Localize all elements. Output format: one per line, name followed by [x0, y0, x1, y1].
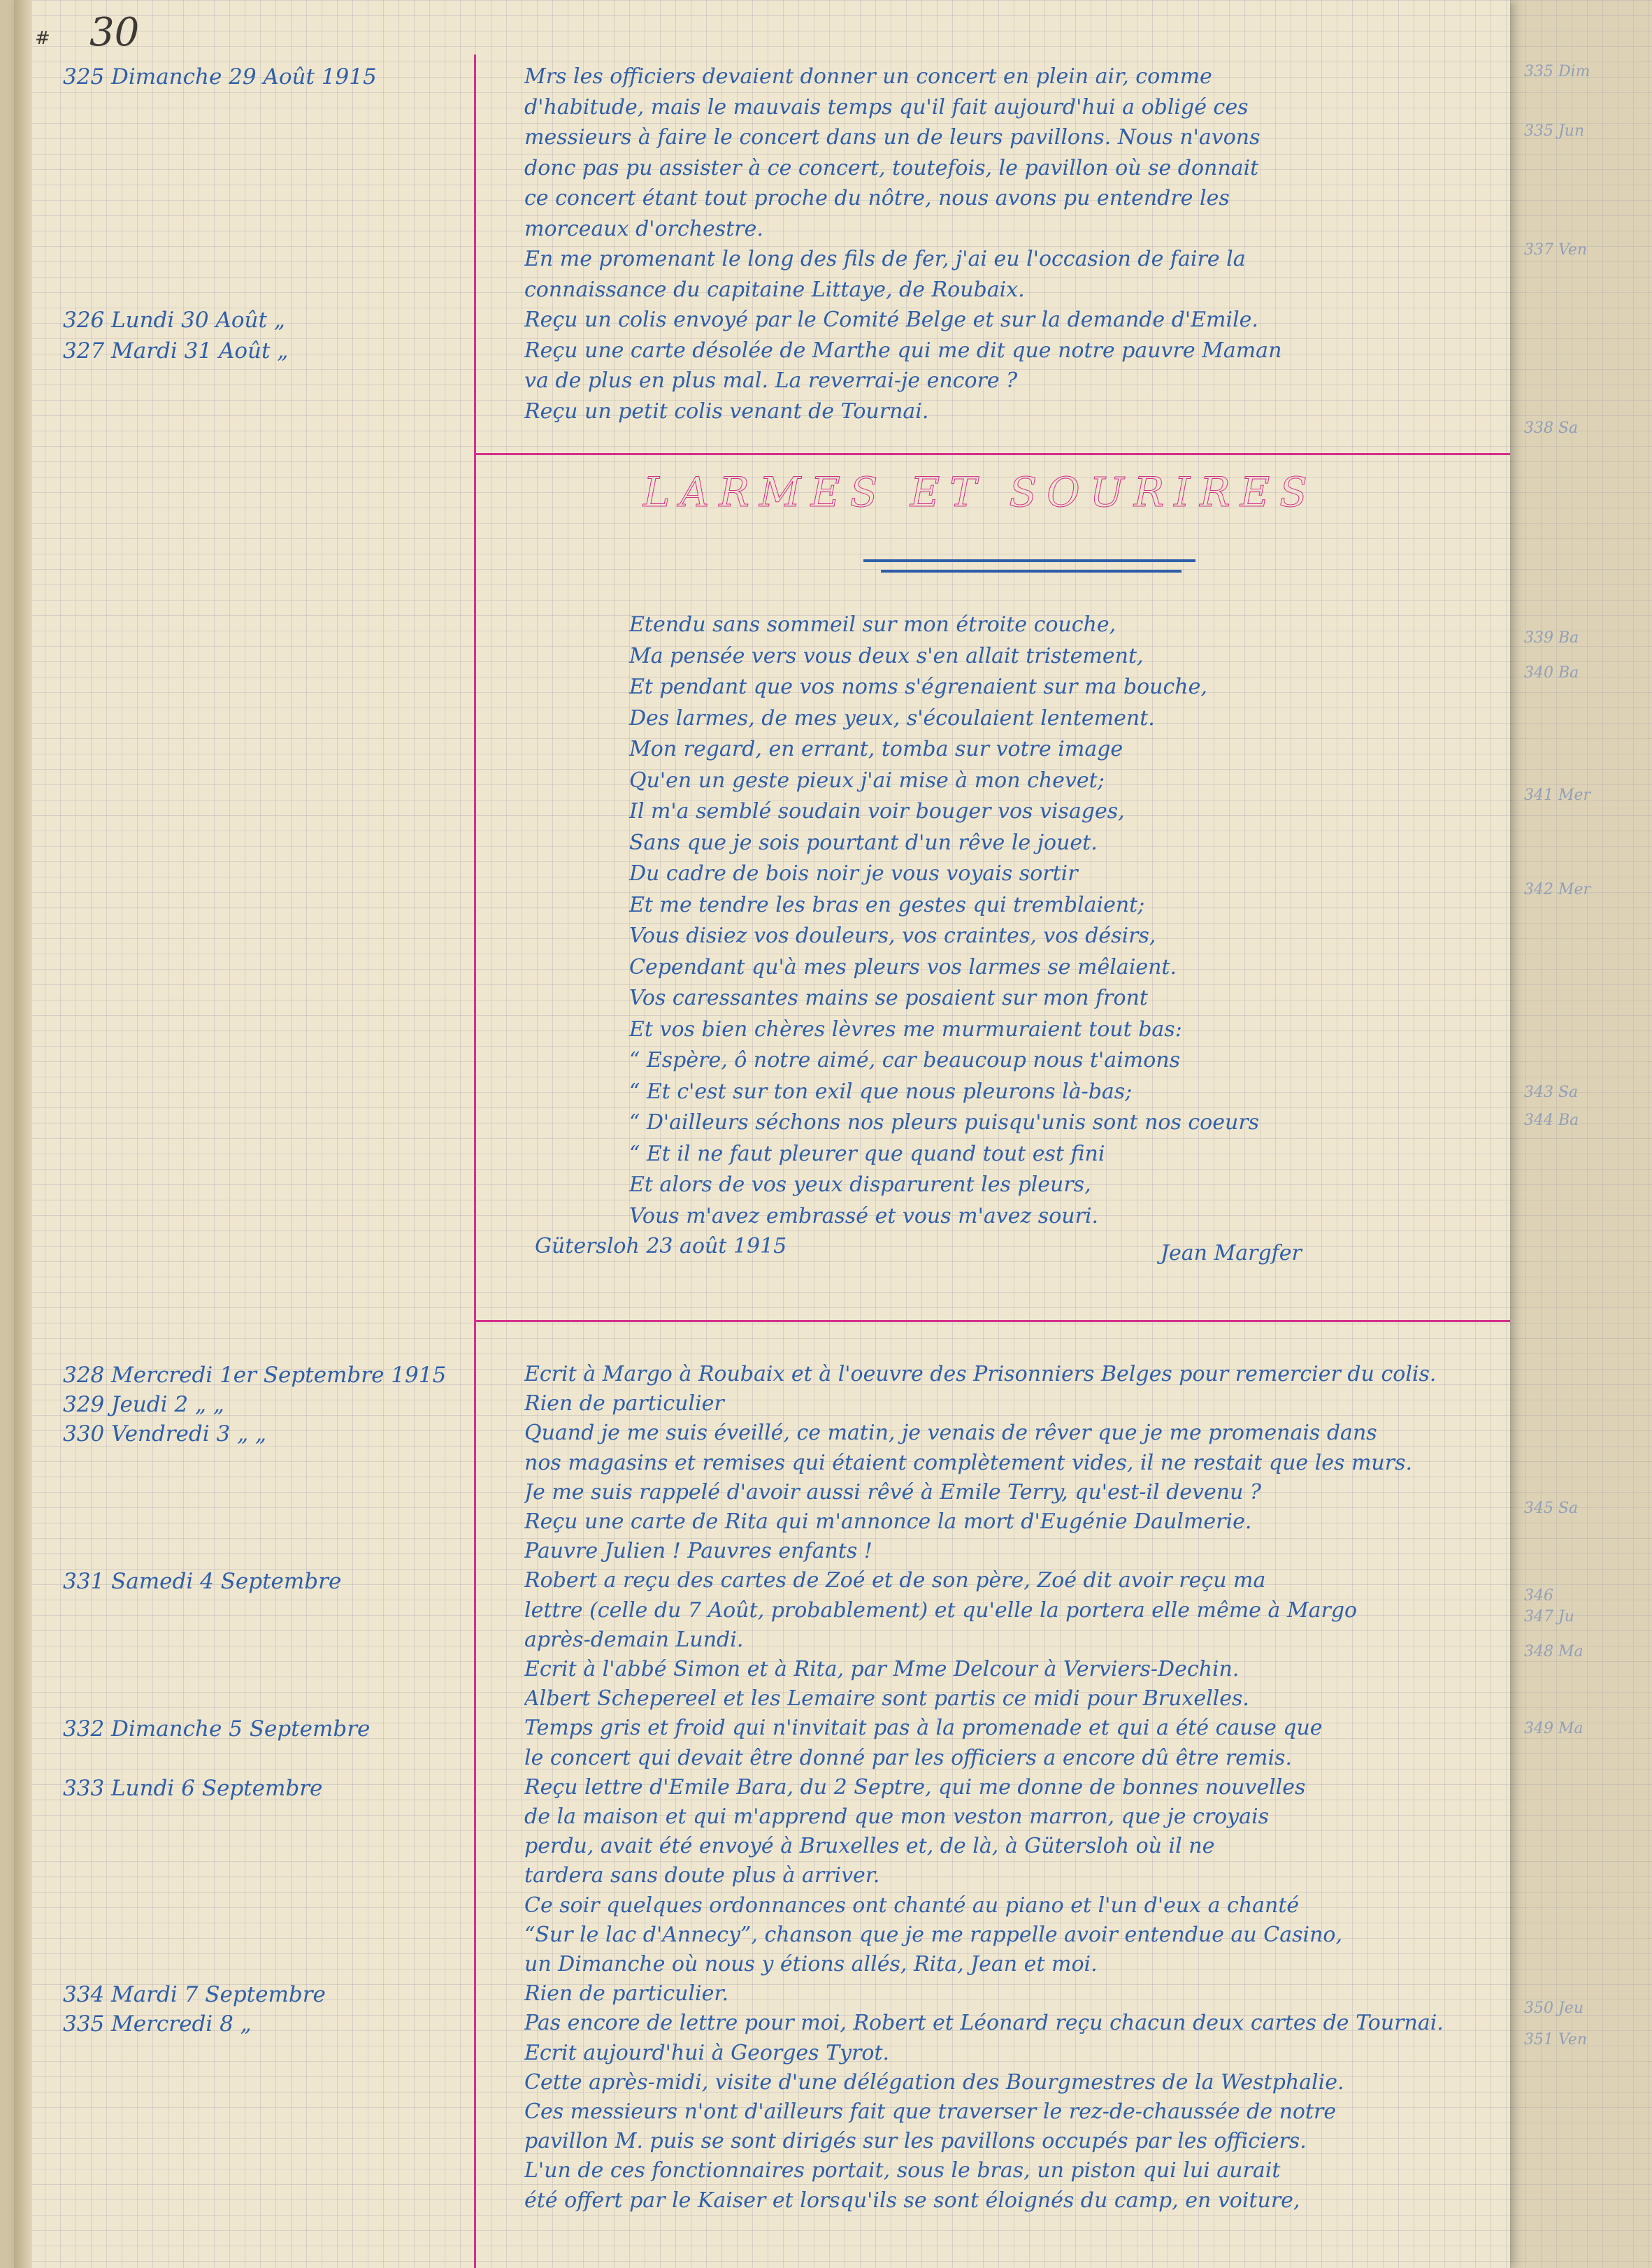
- page-number: 30: [89, 10, 140, 55]
- poem-body: [629, 610, 1433, 1232]
- entry-line: Pauvre Julien ! Pauvres enfants !: [524, 1539, 872, 1564]
- entry-line: Ces messieurs n'ont d'ailleurs fait que traverser le rez-de-chaussée de notre: [524, 2100, 1337, 2125]
- poem-line: Cependant qu'à mes pleurs vos larmes se mêlaient.: [629, 954, 1177, 979]
- next-page-mark: 342 Mer: [1524, 881, 1591, 898]
- section-divider-top: [474, 453, 1510, 455]
- entry-line: messieurs à faire le concert dans un de leurs pavillons. Nous n'avons: [524, 125, 1260, 150]
- poem-line: “ D'ailleurs séchons nos pleurs puisqu'unis sont nos coeurs: [629, 1110, 1260, 1135]
- title-underline-1: [863, 559, 1195, 562]
- entry-line: Reçu un colis envoyé par le Comité Belge et sur la demande d'Emile.: [524, 308, 1258, 332]
- poem-line: “ Et c'est sur ton exil que nous pleurons là-bas;: [629, 1079, 1133, 1104]
- top-section-text: [524, 62, 1517, 426]
- entry-line: Ce soir quelques ordonnances ont chanté au piano et l'un d'eux a chanté: [524, 1893, 1300, 1918]
- next-page-mark: 343 Sa: [1524, 1084, 1579, 1101]
- poem-title: LARMES ET SOURIRES: [643, 468, 1317, 516]
- entry-date: 333 Lundi 6 Septembre: [63, 1775, 323, 1801]
- entry-date: 331 Samedi 4 Septembre: [63, 1569, 342, 1595]
- next-page-mark: 346: [1524, 1587, 1553, 1605]
- entry-line: va de plus en plus mal. La reverrai-je encore ?: [524, 368, 1018, 393]
- poem-line: Sans que je sois pourtant d'un rêve le jouet.: [629, 830, 1098, 855]
- entry-line: Pas encore de lettre pour moi, Robert et Léonard reçu chacun deux cartes de Tournai.: [524, 2011, 1444, 2036]
- next-page-mark: 345 Sa: [1524, 1500, 1579, 1517]
- next-page-mark: 351 Ven: [1524, 2031, 1588, 2048]
- entry-line: En me promenant le long des fils de fer, j'ai eu l'occasion de faire la: [524, 247, 1246, 271]
- left-margin-rule: [474, 55, 476, 2268]
- entry-line: le concert qui devait être donné par les officiers a encore dû être remis.: [524, 1745, 1292, 1770]
- entry-line: Ecrit à l'abbé Simon et à Rita, par Mme Delcour à Verviers-Dechin.: [524, 1657, 1240, 1682]
- entry-line: connaissance du capitaine Littaye, de Roubaix.: [524, 277, 1025, 302]
- poem-line: Des larmes, de mes yeux, s'écoulaient lentement.: [629, 705, 1155, 731]
- next-page-mark: 349 Ma: [1524, 1720, 1583, 1737]
- bottom-section-text: [524, 1360, 1517, 2216]
- entry-line: “Sur le lac d'Annecy”, chanson que je me rappelle avoir entendue au Casino,: [524, 1922, 1342, 1947]
- next-page-mark: 339 Ba: [1524, 629, 1579, 647]
- poem-line: Mon regard, en errant, tomba sur votre image: [629, 737, 1123, 761]
- entry-line: Mrs les officiers devaient donner un concert en plein air, comme: [524, 64, 1212, 89]
- next-page-mark: 337 Ven: [1524, 241, 1588, 259]
- next-page-mark: 350 Jeu: [1524, 2000, 1583, 2017]
- entry-line: L'un de ces fonctionnaires portait, sous le bras, un piston qui lui aurait: [524, 2158, 1281, 2183]
- entry-line: Cette après-midi, visite d'une délégation des Bourgmestres de la Westphalie.: [524, 2069, 1344, 2095]
- poem-line: Qu'en un geste pieux j'ai mise à mon chevet;: [629, 768, 1105, 793]
- entry-date: 332 Dimanche 5 Septembre: [63, 1716, 371, 1742]
- entry-line: Je me suis rappelé d'avoir aussi rêvé à Emile Terry, qu'est-il devenu ?: [524, 1479, 1262, 1505]
- next-page-mark: 335 Dim: [1524, 63, 1590, 80]
- title-underline-2: [881, 570, 1181, 573]
- entry-date: 330 Vendredi 3 „ „: [63, 1421, 267, 1447]
- next-page-mark: 348 Ma: [1524, 1643, 1583, 1660]
- poem-line: Il m'a semblé soudain voir bouger vos visages,: [629, 799, 1125, 824]
- entry-date: 328 Mercredi 1er Septembre 1915: [63, 1363, 447, 1388]
- entry-line: ce concert étant tout proche du nôtre, nous avons pu entendre les: [524, 186, 1230, 210]
- next-page-mark: 338 Sa: [1524, 419, 1579, 437]
- poem-line: Et pendant que vos noms s'égrenaient sur ma bouche,: [629, 675, 1207, 699]
- entry-date: 335 Mercredi 8 „: [63, 2011, 252, 2037]
- entry-line: été offert par le Kaiser et lorsqu'ils se sont éloignés du camp, en voiture,: [524, 2188, 1300, 2213]
- entry-line: un Dimanche où nous y étions allés, Rita, Jean et moi.: [524, 1952, 1098, 1977]
- entry-line: tardera sans doute plus à arriver.: [524, 1863, 880, 1888]
- entry-date: 329 Jeudi 2 „ „: [63, 1392, 224, 1418]
- entry-line: Ecrit à Margo à Roubaix et à l'oeuvre des Prisonniers Belges pour remercier du colis.: [524, 1362, 1437, 1386]
- book-spine: [14, 0, 32, 2268]
- entry-line: Temps gris et froid qui n'invitait pas à la promenade et qui a été cause que: [524, 1716, 1323, 1741]
- poem-line: Et me tendre les bras en gestes qui tremblaient;: [629, 892, 1145, 917]
- entry-date: 327 Mardi 31 Août „: [63, 338, 289, 364]
- next-page-mark: 347 Ju: [1524, 1608, 1574, 1625]
- poem-line: Ma pensée vers vous deux s'en allait tristement,: [629, 643, 1144, 668]
- poem-line: Etendu sans sommeil sur mon étroite couche,: [629, 612, 1116, 637]
- entry-line: Rien de particulier: [524, 1391, 724, 1416]
- entry-line: Robert a reçu des cartes de Zoé et de son père, Zoé dit avoir reçu ma: [524, 1568, 1266, 1593]
- entry-line: Reçu une carte désolée de Marthe qui me dit que notre pauvre Maman: [524, 338, 1282, 363]
- poem-line: “ Espère, ô notre aimé, car beaucoup nous t'aimons: [629, 1048, 1181, 1072]
- entry-line: pavillon M. puis se sont dirigés sur les pavillons occupés par les officiers.: [524, 2129, 1307, 2154]
- entry-line: de la maison et qui m'apprend que mon veston marron, que je croyais: [524, 1804, 1270, 1830]
- entry-line: perdu, avait été envoyé à Bruxelles et, de là, à Gütersloh où il ne: [524, 1834, 1215, 1859]
- poem-place-date: Gütersloh 23 août 1915: [535, 1234, 787, 1258]
- entry-line: Reçu une carte de Rita qui m'annonce la mort d'Eugénie Daulmerie.: [524, 1509, 1252, 1535]
- entry-line: d'habitude, mais le mauvais temps qu'il fait aujourd'hui a obligé ces: [524, 94, 1249, 120]
- entry-date: 334 Mardi 7 Septembre: [63, 1982, 326, 2008]
- entry-line: après-demain Lundi.: [524, 1627, 744, 1652]
- next-page-mark: 341 Mer: [1524, 787, 1591, 804]
- poem-line: Vous m'avez embrassé et vous m'avez souri.: [629, 1203, 1099, 1228]
- next-page-mark: 344 Ba: [1524, 1112, 1579, 1129]
- entry-line: Ecrit aujourd'hui à Georges Tyrot.: [524, 2040, 890, 2065]
- entry-line: nos magasins et remises qui étaient complètement vides, il ne restait que les murs.: [524, 1450, 1413, 1475]
- entry-date: 326 Lundi 30 Août „: [63, 308, 285, 333]
- entry-line: morceaux d'orchestre.: [524, 216, 763, 241]
- next-page-mark: 335 Jun: [1524, 122, 1585, 140]
- entry-line: Reçu lettre d'Emile Bara, du 2 Septre, qui me donne de bonnes nouvelles: [524, 1774, 1306, 1800]
- poem-line: Vous disiez vos douleurs, vos craintes, vos désirs,: [629, 924, 1156, 948]
- entry-date: 325 Dimanche 29 Août 1915: [63, 64, 377, 89]
- entry-line: Reçu un petit colis venant de Tournai.: [524, 399, 929, 424]
- poem-author: Jean Margfer: [1161, 1241, 1302, 1265]
- next-page-mark: 340 Ba: [1524, 664, 1579, 682]
- poem-line: Et vos bien chères lèvres me murmuraient tout bas:: [629, 1017, 1182, 1042]
- entry-line: Rien de particulier.: [524, 1981, 729, 2007]
- poem-line: Vos caressantes mains se posaient sur mon front: [629, 986, 1148, 1010]
- poem-line: Et alors de vos yeux disparurent les pleurs,: [629, 1172, 1091, 1197]
- poem-line: “ Et il ne faut pleurer que quand tout est fini: [629, 1141, 1105, 1166]
- entry-line: lettre (celle du 7 Août, probablement) et qu'elle la portera elle même à Margo: [524, 1598, 1358, 1623]
- corner-mark: #: [35, 28, 50, 49]
- section-divider-bottom: [474, 1320, 1510, 1322]
- entry-line: Quand je me suis éveillé, ce matin, je venais de rêver que je me promenais dans: [524, 1421, 1377, 1446]
- journal-page: [14, 0, 1510, 2268]
- poem-line: Du cadre de bois noir je vous voyais sortir: [629, 861, 1078, 886]
- entry-line: donc pas pu assister à ce concert, toutefois, le pavillon où se donnait: [524, 155, 1259, 180]
- entry-line: Albert Schepereel et les Lemaire sont partis ce midi pour Bruxelles.: [524, 1686, 1249, 1711]
- next-page-edge: [1510, 0, 1652, 2268]
